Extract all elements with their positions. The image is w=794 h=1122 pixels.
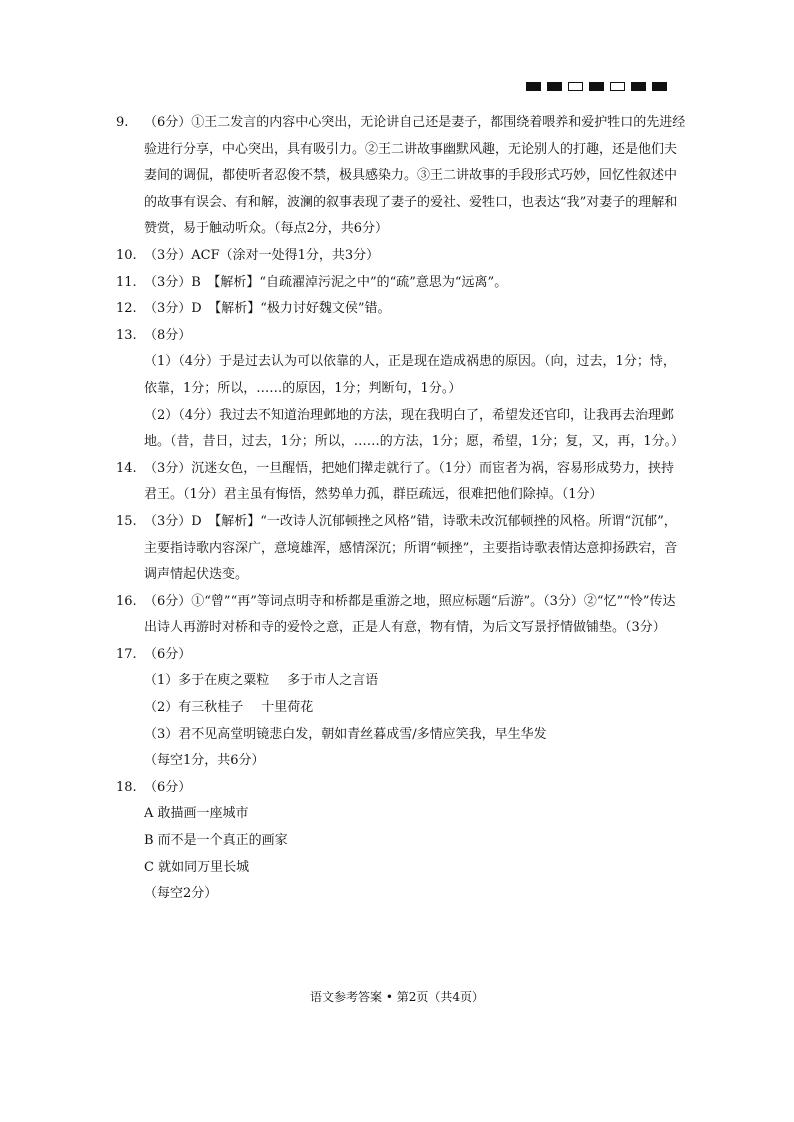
question-number: 18.	[116, 779, 137, 795]
question-18	[116, 775, 686, 908]
header-mark-6	[631, 82, 646, 91]
header-mark-2	[547, 82, 562, 91]
question-10	[116, 243, 686, 270]
question-9	[116, 110, 686, 243]
question-13	[116, 323, 686, 456]
question-17	[116, 642, 686, 775]
answer-text: （3分）B 【解析】“自疏濯淖污泥之中”的“疏”意思为“远离”。	[144, 274, 508, 290]
header-mark-5	[610, 82, 625, 91]
answer-text: （6分）①“曾”“再”等词点明寺和桥都是重游之地，照应标题“后游”。（3分）②“忆”“怜”传达出诗人再游时对桥和寺的爱怜之意，正是人有意，物有情，为后文写景抒情做铺垫。（3分）	[144, 593, 676, 636]
question-number: 9.	[116, 115, 129, 130]
answer-content	[116, 110, 686, 908]
question-14	[116, 456, 686, 509]
answer-text: （3分）D 【解析】“极力讨好魏文侯”错。	[144, 301, 391, 317]
blank-3: （2）有三秋桂子	[144, 700, 244, 716]
question-number: 14.	[116, 460, 137, 476]
sub-answer-2: （2）（4分）我过去不知道治理邺地的方法，现在我明白了，希望发还官印，让我再去治理邺地。（昔，昔日，过去，1分；所以，……的方法，1分；愿，希望，1分；复，又，再，1分。）	[144, 407, 685, 450]
answer-text: （6分）	[144, 779, 192, 795]
sub-answer-1: （1）（4分）于是过去认为可以依靠的人，正是现在造成祸患的原因。（向，过去，1分；恃，依靠，1分；所以，……的原因，1分；判断句，1分。）	[144, 354, 676, 396]
question-number: 10.	[116, 247, 137, 263]
blank-c: C 就如同万里长城	[144, 859, 250, 875]
sub-answer-2	[144, 695, 686, 722]
blank-4: 十里荷花	[261, 700, 314, 716]
question-number: 17.	[116, 646, 137, 662]
scoring-note: （每空2分）	[144, 886, 218, 902]
question-16	[116, 589, 686, 642]
question-12	[116, 296, 686, 323]
answer-text: （6分）	[144, 646, 192, 662]
blank-b: B 而不是一个真正的画家	[144, 833, 288, 849]
answer-text: （3分）沉迷女色，一旦醒悟，把她们撵走就行了。（1分）而宦者为祸，容易形成势力，挟持君王。（1分）君主虽有悔悟，然势单力孤，群臣疏远，很难把他们除掉。（1分）	[144, 460, 675, 503]
question-number: 15.	[116, 513, 137, 529]
page-footer: 语文参考答案 • 第2页（共4页）	[310, 990, 484, 1004]
question-number: 16.	[116, 593, 137, 609]
blank-2: 多于市人之言语	[287, 673, 379, 689]
answer-text: （8分）	[144, 327, 192, 343]
question-15	[116, 509, 686, 589]
header-mark-3	[568, 82, 583, 91]
answer-text: （3分）ACF（涂对一处得1分，共3分）	[144, 247, 380, 263]
answer-text: （6分）①王二发言的内容中心突出，无论讲自己还是妻子，都围绕着喂养和爱护牲口的先进经验进行分享，中心突出，具有吸引力。②王二讲故事幽默风趣，无论别人的打趣，还是他们夫妻间的调侃，都使听者忍俊不禁，极具感染力。③王二讲故事的手段形式巧妙，回忆性叙述中的故事有误会、有和解，波澜的叙事表现了妻子的爱社、爱牲口，也表达“我”对妻子的理解和赞赏，易于触动听众。（每点2分，共6分）	[144, 115, 686, 237]
answer-text: （3分）D 【解析】“一改诗人沉郁顿挫之风格”错，诗歌未改沉郁顿挫的风格。所谓“沉郁”，主要指诗歌内容深广，意境雄浑，感情深沉；所谓“顿挫”，主要指诗歌表情达意抑扬跌宕，音调声情起伏迭变。	[144, 513, 678, 583]
question-number: 11.	[116, 274, 137, 290]
header-marks	[526, 82, 667, 91]
sub-answer-3: （3）君不见高堂明镜悲白发，朝如青丝暮成雪/多情应笑我，早生华发	[144, 726, 547, 742]
sub-answer-1	[144, 668, 686, 695]
blank-1: （1）多于在庾之粟粒	[144, 673, 270, 689]
scoring-note: （每空1分，共6分）	[144, 753, 265, 769]
blank-a: A 敢描画一座城市	[144, 806, 249, 822]
header-mark-1	[526, 82, 541, 91]
header-mark-7	[652, 82, 667, 91]
question-number: 13.	[116, 327, 137, 343]
question-11	[116, 270, 686, 297]
header-mark-4	[589, 82, 604, 91]
question-number: 12.	[116, 301, 137, 317]
